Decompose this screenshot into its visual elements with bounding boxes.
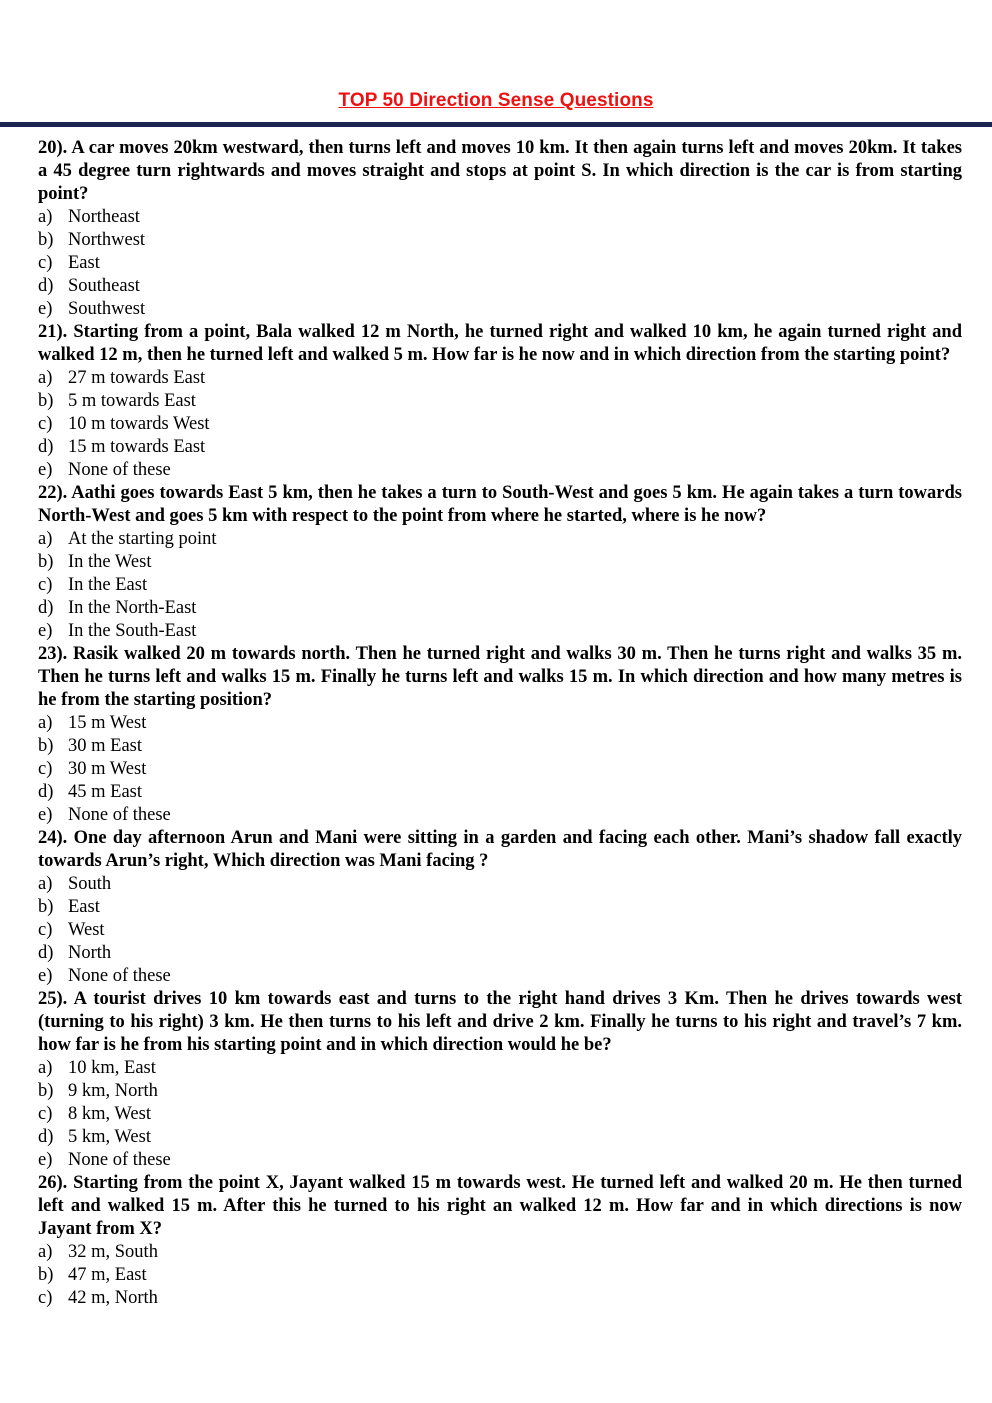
option-text: In the North-East <box>68 598 197 618</box>
option-letter: e) <box>38 299 53 319</box>
question-block <box>38 643 962 827</box>
option-text: In the South-East <box>68 621 197 641</box>
option-text: 8 km, West <box>68 1104 151 1124</box>
answer-option <box>38 597 962 620</box>
answer-option <box>38 459 962 482</box>
answer-option <box>38 942 962 965</box>
option-text: None of these <box>68 805 171 825</box>
option-letter: e) <box>38 460 53 480</box>
option-letter: b) <box>38 1081 54 1101</box>
option-text: 15 m towards East <box>68 437 206 457</box>
header-rule <box>0 122 992 127</box>
option-text: 27 m towards East <box>68 368 206 388</box>
answer-option <box>38 1057 962 1080</box>
question-block <box>38 321 962 482</box>
option-text: 10 m towards West <box>68 414 210 434</box>
option-letter: b) <box>38 897 54 917</box>
option-letter: d) <box>38 943 54 963</box>
option-text: None of these <box>68 1150 171 1170</box>
option-letter: d) <box>38 598 54 618</box>
page-title: TOP 50 Direction Sense Questions <box>338 90 654 111</box>
option-text: 47 m, East <box>68 1265 147 1285</box>
answer-option <box>38 1241 962 1264</box>
question-text: 24). One day afternoon Arun and Mani were sitting in a garden and facing each other. Mani’s shadow fall exactly towards Arun’s right, Which direction was Mani facing ? <box>38 828 962 871</box>
question-block <box>38 137 962 321</box>
question-list <box>38 137 962 1310</box>
option-text: South <box>68 874 112 894</box>
question-text: 26). Starting from the point X, Jayant walked 15 m towards west. He turned left and walked 20 m. He then turned left and walked 15 m. After this he turned to his right an walked 12 m. How far and in which directions is now Jayant from X? <box>38 1173 962 1239</box>
option-text: West <box>68 920 105 940</box>
option-letter: b) <box>38 552 54 572</box>
option-letter: b) <box>38 230 54 250</box>
answer-option <box>38 229 962 252</box>
option-text: Southeast <box>68 276 140 296</box>
option-letter: e) <box>38 621 53 641</box>
answer-option <box>38 275 962 298</box>
option-text: None of these <box>68 966 171 986</box>
option-letter: a) <box>38 207 53 227</box>
answer-option <box>38 1080 962 1103</box>
answer-option <box>38 1149 962 1172</box>
answer-option <box>38 804 962 827</box>
question-text: 22). Aathi goes towards East 5 km, then he takes a turn to South-West and goes 5 km. He again takes a turn towards North-West and goes 5 km with respect to the point from where he started, where is he now? <box>38 483 962 526</box>
answer-option <box>38 896 962 919</box>
option-text: In the West <box>68 552 152 572</box>
answer-option <box>38 574 962 597</box>
option-letter: d) <box>38 276 54 296</box>
option-letter: c) <box>38 414 53 434</box>
option-text: At the starting point <box>68 529 217 549</box>
option-letter: c) <box>38 920 53 940</box>
option-text: None of these <box>68 460 171 480</box>
option-letter: a) <box>38 1242 53 1262</box>
answer-option <box>38 873 962 896</box>
answer-option <box>38 206 962 229</box>
answer-option <box>38 436 962 459</box>
option-letter: c) <box>38 1288 53 1308</box>
answer-option <box>38 1126 962 1149</box>
option-text: North <box>68 943 112 963</box>
answer-option <box>38 413 962 436</box>
option-text: 15 m West <box>68 713 147 733</box>
option-text: Northeast <box>68 207 140 227</box>
option-letter: a) <box>38 1058 53 1078</box>
option-text: East <box>68 253 100 273</box>
answer-option <box>38 298 962 321</box>
option-letter: d) <box>38 1127 54 1147</box>
answer-option <box>38 252 962 275</box>
option-letter: d) <box>38 782 54 802</box>
option-letter: c) <box>38 575 53 595</box>
answer-option <box>38 620 962 643</box>
option-letter: c) <box>38 253 53 273</box>
option-letter: b) <box>38 391 54 411</box>
option-text: 10 km, East <box>68 1058 156 1078</box>
question-text: 23). Rasik walked 20 m towards north. Then he turned right and walks 30 m. Then he turns right and walks 35 m. Then he turns left and walks 15 m. Finally he turns left and walks 15 m. In which direction and how many metres is he from the starting position? <box>38 644 962 710</box>
option-text: 9 km, North <box>68 1081 158 1101</box>
option-letter: c) <box>38 1104 53 1124</box>
answer-option <box>38 1287 962 1310</box>
answer-option <box>38 735 962 758</box>
question-block <box>38 827 962 988</box>
option-letter: d) <box>38 437 54 457</box>
answer-option <box>38 1103 962 1126</box>
option-text: 5 m towards East <box>68 391 196 411</box>
option-text: 42 m, North <box>68 1288 158 1308</box>
answer-option <box>38 367 962 390</box>
answer-option <box>38 919 962 942</box>
option-letter: c) <box>38 759 53 779</box>
option-text: East <box>68 897 100 917</box>
option-letter: e) <box>38 966 53 986</box>
option-text: Southwest <box>68 299 146 319</box>
option-text: In the East <box>68 575 148 595</box>
answer-option <box>38 1264 962 1287</box>
option-text: 45 m East <box>68 782 142 802</box>
page-header <box>0 90 992 112</box>
option-letter: b) <box>38 1265 54 1285</box>
option-text: 5 km, West <box>68 1127 151 1147</box>
option-letter: e) <box>38 805 53 825</box>
option-letter: a) <box>38 713 53 733</box>
answer-option <box>38 528 962 551</box>
option-text: 30 m West <box>68 759 147 779</box>
option-text: 32 m, South <box>68 1242 158 1262</box>
question-text: 25). A tourist drives 10 km towards east and turns to the right hand drives 3 Km. Then he drives towards west (turning to his right) 3 km. He then turns to his left and drive 2 km. Finally he turns to his right and travel’s 7 km. how far is he from his starting point and in which direction would he be? <box>38 989 962 1055</box>
answer-option <box>38 965 962 988</box>
option-letter: e) <box>38 1150 53 1170</box>
question-text: 21). Starting from a point, Bala walked 12 m North, he turned right and walked 10 km, he again turned right and walked 12 m, then he turned left and walked 5 m. How far is he now and in which direction from the starting point? <box>38 322 962 365</box>
question-block <box>38 1172 962 1310</box>
option-letter: a) <box>38 368 53 388</box>
answer-option <box>38 758 962 781</box>
question-block <box>38 482 962 643</box>
question-block <box>38 988 962 1172</box>
option-letter: b) <box>38 736 54 756</box>
option-letter: a) <box>38 529 53 549</box>
answer-option <box>38 781 962 804</box>
option-text: Northwest <box>68 230 146 250</box>
option-text: 30 m East <box>68 736 142 756</box>
answer-option <box>38 551 962 574</box>
question-text: 20). A car moves 20km westward, then turns left and moves 10 km. It then again turns left and moves 20km. It takes a 45 degree turn rightwards and moves straight and stops at point S. In which direction is the car is from starting point? <box>38 138 962 204</box>
answer-option <box>38 712 962 735</box>
option-letter: a) <box>38 874 53 894</box>
answer-option <box>38 390 962 413</box>
